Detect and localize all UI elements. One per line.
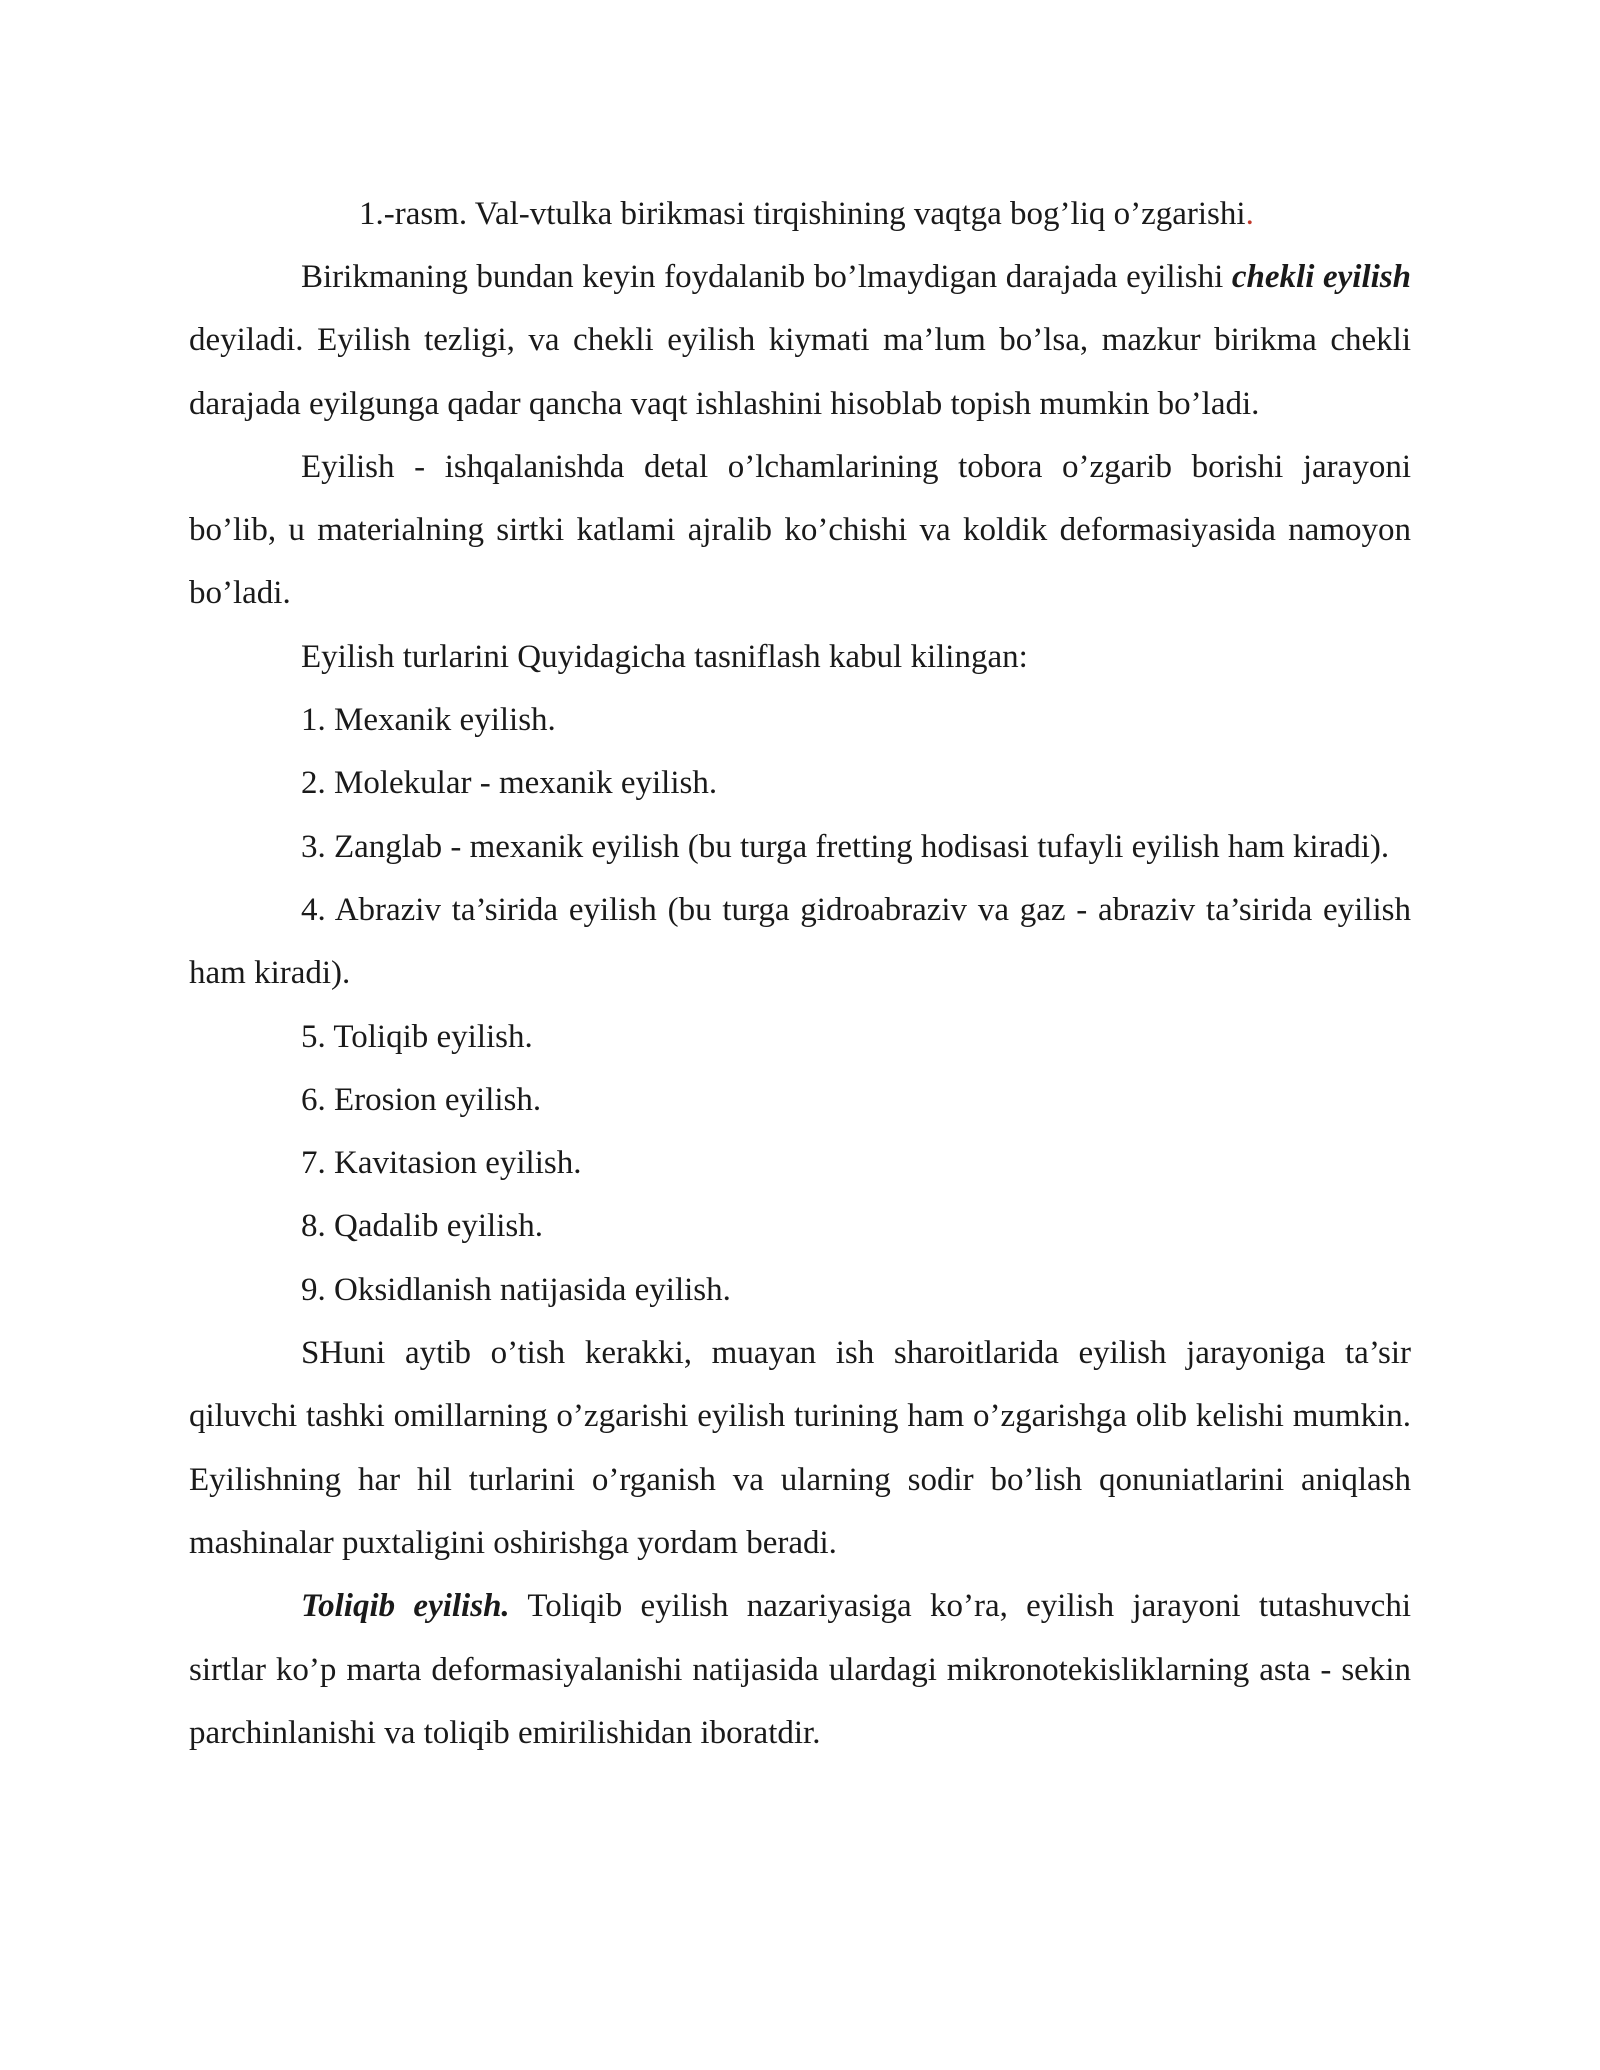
figure-caption xyxy=(189,182,1411,246)
list-item: 1. Mexanik eyilish. xyxy=(301,702,556,739)
list-item: 7. Kavitasion eyilish. xyxy=(301,1145,582,1182)
paragraph-eyilish: Eyilish - ishqalanishda detal o’lchamlarining tobora o’zgarib borishi jarayoni bo’lib, u materialning sirtki katlami ajralib ko’chishi va koldik deformasiyasida namoyon bo’ladi. xyxy=(189,448,1411,612)
list-item: 6. Erosion eyilish. xyxy=(301,1081,542,1118)
list-item: 8. Qadalib eyilish. xyxy=(301,1208,543,1245)
paragraph-fatigue-wear-rest: Toliqib eyilish nazariyasiga ko’ra, eyilish jarayoni tutashuvchi sirtlar ko’p marta deformasiyalanishi natijasida ulardagi mikronotekisliklarning asta - sekin parchinlanishi va toliqib emirilishidan iboratdir. xyxy=(189,1588,1411,1751)
list-item: 2. Molekular - mexanik eyilish. xyxy=(301,765,718,802)
list-item: 5. Toliqib eyilish. xyxy=(301,1018,533,1055)
term-toliqib-eyilish: Toliqib eyilish. xyxy=(301,1588,510,1625)
list-item: 3. Zanglab - mexanik eyilish (bu turga fretting hodisasi tufayli eyilish ham kiradi). xyxy=(301,828,1390,865)
paragraph-fatigue-wear xyxy=(189,1575,1411,1765)
page-content xyxy=(189,182,1411,1765)
paragraph-definition-start: Birikmaning bundan keyin foydalanib bo’lmaydigan darajada eyilishi xyxy=(301,259,1232,295)
paragraph-definition-rest: deyiladi. Eyilish tezligi, va chekli eyilish kiymati ma’lum bo’lsa, mazkur birikma chekli darajada eyilgunga qadar qancha vaqt ishlashini hisoblab topish mumkin bo’ladi. xyxy=(189,322,1411,422)
caption-end: . xyxy=(1245,196,1254,232)
paragraph-classification-intro: Eyilish turlarini Quyidagicha tasniflash kabul kilingan: xyxy=(301,638,1028,675)
paragraph-conditions: SHuni aytib o’tish kerakki, muayan ish sharoitlarida eyilish jarayoniga ta’sir qiluvchi tashki omillarning o’zgarishi eyilish turining ham o’zgarishga olib kelishi mumkin. Eyilishning har hil turlarini o’rganish va ularning sodir bo’lish qonuniatlarini aniqlash mashinalar puxtaligini oshirishga yordam beradi. xyxy=(189,1335,1411,1561)
list-item: 4. Abraziv ta’sirida eyilish (bu turga gidroabraziv va gaz - abraziv ta’sirida eyilish ham kiradi). xyxy=(189,891,1411,992)
paragraph-definition xyxy=(189,246,1411,436)
term-chekli-eyilish: chekli eyilish xyxy=(1231,259,1411,295)
list-item: 9. Oksidlanish natijasida eyilish. xyxy=(301,1271,731,1308)
caption-text: 1.-rasm. Val-vtulka birikmasi tirqishining vaqtga bog’liq o’zgarishi xyxy=(359,196,1246,232)
